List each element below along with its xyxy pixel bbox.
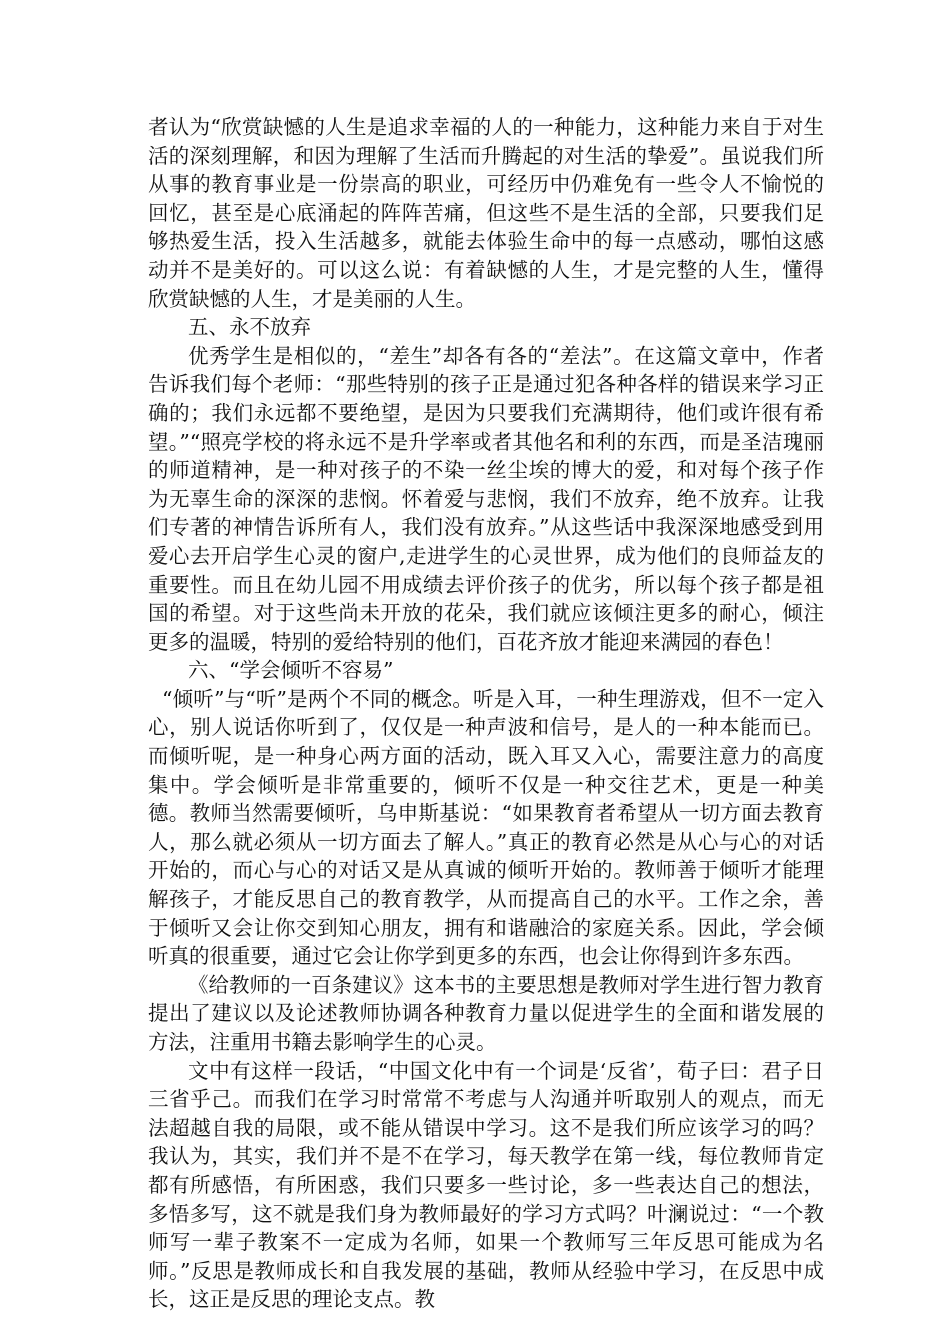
paragraph-appreciating-imperfection: 者认为“欣赏缺憾的人生是追求幸福的人的一种能力，这种能力来自于对生活的深刻理解，和因为理解了生活而升腾起的对生活的挚爱”。虽说我们所从事的教育事业是一份崇高的职业，可经历中仍难免有一些令人不愉悦的回忆，甚至是心底涌起的阵阵苦痛，但这些不是生活的全部，只要我们足够热爱生活，投入生活越多，就能去体验生命中的每一点感动，哪怕这感动并不是美好的。可以这么说：有着缺憾的人生，才是完整的人生，懂得欣赏缺憾的人生，才是美丽的人生。 bbox=[148, 115, 824, 311]
paragraph-book-main-idea: 《给教师的一百条建议》这本书的主要思想是教师对学生进行智力教育提出了建议以及论述教师协调各种教育力量以促进学生的全面和谐发展的方法，注重用书籍去影响学生的心灵。 bbox=[148, 972, 824, 1054]
section-heading-never-give-up: 五、永不放弃 bbox=[188, 315, 311, 340]
paragraph-reflection: 文中有这样一段话，“中国文化中有一个词是‘反省’，荀子曰：君子日三省乎己。而我们在学习时常常不考虑与人沟通并听取别人的观点，而无法超越自我的局限，或不能从错误中学习。这不是我们所应该学习的吗？我认为，其实，我们并不是不在学习，每天教学在第一线，每位教师肯定都有所感悟，有所困惑，我们只要多一些讨论，多一些表达自己的想法，多悟多写，这不就是我们身为教师最好的学习方式吗？叶澜说过：“一个教师写一辈子教案不一定成为名师，如果一个教师写三年反思可能成为名师。”反思是教师成长和自我发展的基础，教师从经验中学习，在反思中成长，这正是反思的理论支点。教 bbox=[148, 1058, 824, 1312]
paragraph-learn-to-listen: “倾听”与“听”是两个不同的概念。听是入耳，一种生理游戏，但不一定入心，别人说话你听到了，仅仅是一种声波和信号，是人的一种本能而已。而倾听呢，是一种身心两方面的活动，既入耳又入心，需要注意力的高度集中。学会倾听是非常重要的，倾听不仅是一种交往艺术，更是一种美德。教师当然需要倾听，乌申斯基说：“如果教育者希望从一切方面去教育人，那么就必须从一切方面去了解人。”真正的教育必然是从心与心的对话开始的，而心与心的对话又是从真诚的倾听开始的。教师善于倾听才能理解孩子，才能反思自己的教育教学，从而提高自己的水平。工作之余，善于倾听又会让你交到知心朋友，拥有和谐融洽的家庭关系。因此，学会倾听真的很重要，通过它会让你学到更多的东西，也会让你得到许多东西。 bbox=[148, 686, 824, 969]
document-body bbox=[148, 113, 824, 1314]
paragraph-never-give-up: 优秀学生是相似的，“差生”却各有各的“差法”。在这篇文章中，作者告诉我们每个老师：“那些特别的孩子正是通过犯各种各样的错误来学习正确的；我们永远都不要绝望，是因为只要我们充满期待，他们或许很有希望。”“照亮学校的将永远不是升学率或者其他名和利的东西，而是圣洁瑰丽的师道精神，是一种对孩子的不染一丝尘埃的博大的爱，和对每个孩子作为无辜生命的深深的悲悯。怀着爱与悲悯，我们不放弃，绝不放弃。让我们专著的神情告诉所有人，我们没有放弃。”从这些话中我深深地感受到用爱心去开启学生心灵的窗户,走进学生的心灵世界，成为他们的良师益友的重要性。而且在幼儿园不用成绩去评价孩子的优劣，所以每个孩子都是祖国的希望。对于这些尚未开放的花朵，我们就应该倾注更多的耐心，倾注更多的温暖，特别的爱给特别的他们，百花齐放才能迎来满园的春色！ bbox=[148, 343, 824, 654]
section-heading-learn-to-listen: 六、“学会倾听不容易” bbox=[188, 658, 394, 683]
